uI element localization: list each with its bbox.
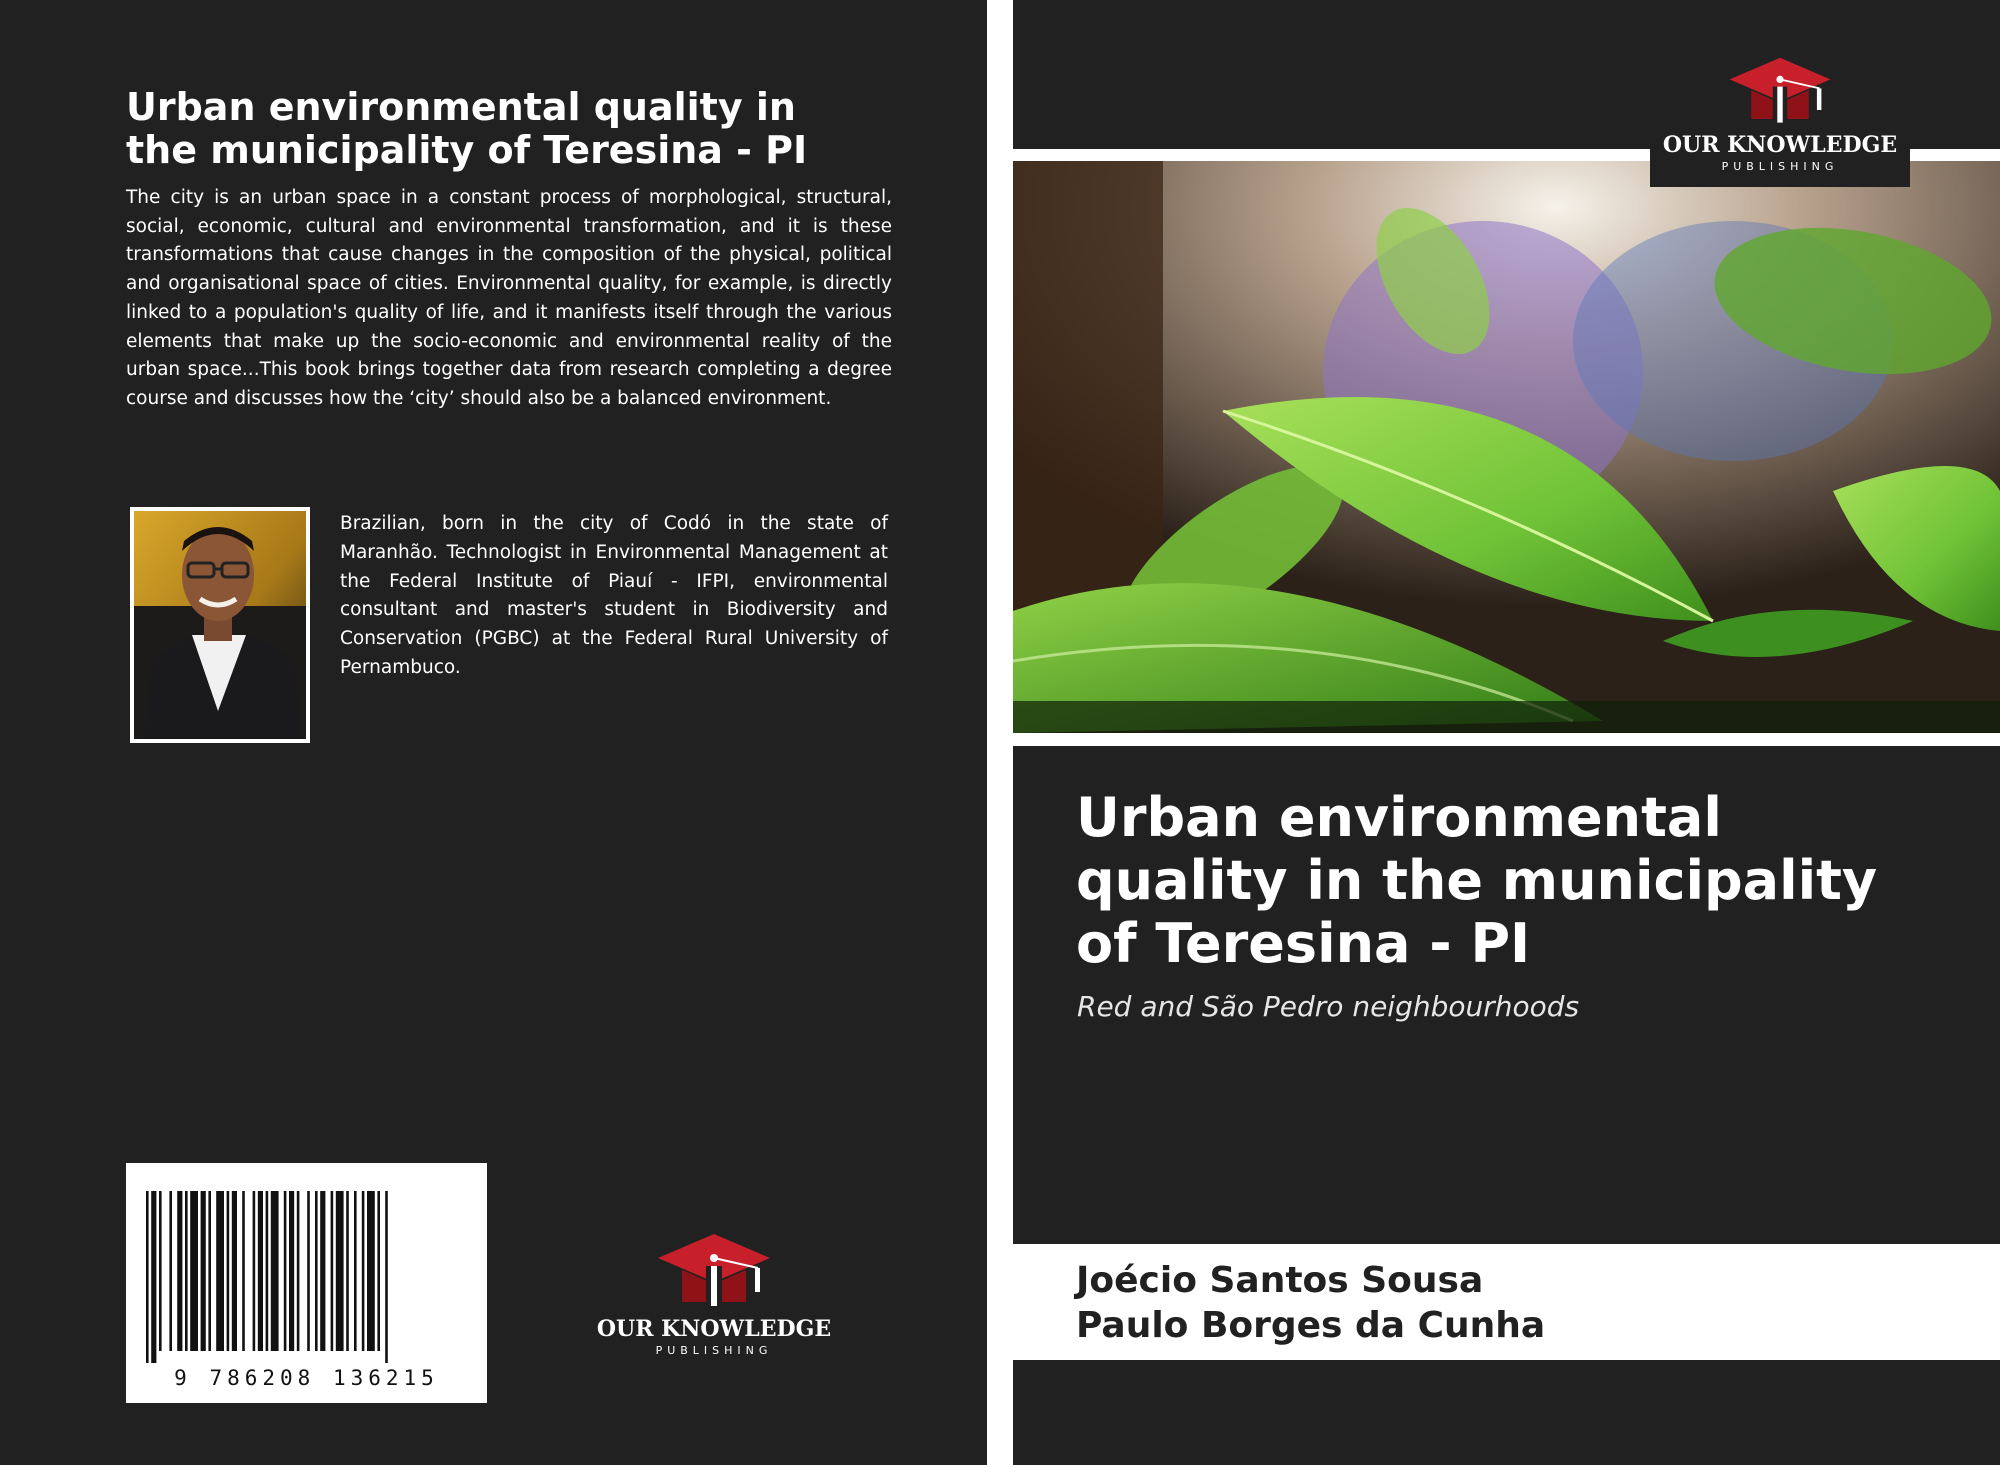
barcode-bar [362,1191,365,1351]
barcode-bar [320,1191,325,1351]
barcode-bar [258,1191,263,1351]
barcode-bars [126,1163,487,1363]
publisher-sub: PUBLISHING [1721,160,1839,173]
publisher-logo-front [1650,40,1910,187]
publisher-sub: PUBLISHING [655,1344,773,1357]
barcode-bar [297,1191,300,1351]
barcode-bar [242,1191,245,1351]
barcode-bar [185,1191,188,1351]
barcode-bar [227,1191,230,1351]
barcode-bar [271,1191,279,1351]
leaves-image [1013,161,2000,733]
barcode-bar [190,1191,198,1351]
barcode-bar [216,1191,224,1351]
barcode-bar [367,1191,375,1351]
leaf-photo [1013,161,2000,733]
barcode-bar [146,1191,149,1363]
author-photo [130,507,310,743]
barcode-bar [315,1191,318,1351]
publisher-logo-front-inner [1650,56,1910,173]
front-bottom-band [1013,1360,2000,1465]
back-cover-title [126,86,906,172]
graduation-cap-icon [1725,56,1835,128]
barcode-bar [385,1191,388,1363]
barcode-bar [346,1191,349,1351]
barcode-bar [284,1191,287,1351]
barcode-bar [177,1191,182,1351]
author-portrait-image [134,511,306,739]
barcode-bar [169,1191,172,1351]
barcode-bar [232,1191,237,1351]
barcode-bar [201,1191,206,1351]
barcode-bar [354,1191,357,1351]
barcode-bar [151,1191,156,1363]
publisher-name: OUR KNOWLEDGE [1662,132,1898,158]
front-title-line-2: quality in the municipality [1076,849,1878,912]
barcode-bar [336,1191,344,1351]
author-name-1: Joécio Santos Sousa [1076,1260,1484,1301]
front-cover-subtitle: Red and São Pedro neighbourhoods [1077,990,1580,1023]
publisher-name: OUR KNOWLEDGE [596,1316,832,1342]
front-cover-title [1076,786,1976,975]
barcode-bar [307,1191,310,1351]
publisher-logo-back [596,1232,832,1357]
author-name-2: Paulo Borges da Cunha [1076,1305,1546,1346]
barcode-bar [289,1191,294,1351]
barcode-bar [159,1191,162,1351]
barcode [126,1163,487,1403]
back-cover [0,0,987,1465]
book-blurb: The city is an urban space in a constant process of morphological, structural, social, economic, cultural and environmental transformation, and it is these transformations that cause changes in the composition of the physical, political and organisational space of cities. Environmental quality, for example, is directly linked to a population's quality of life, and it manifests itself through the various elements that make up the socio-economic and environmental reality of the urban space...This book brings together data from research completing a degree course and discusses how the ‘city’ should also be a balanced environment. [126,187,892,409]
barcode-bar [208,1191,211,1351]
barcode-bar [253,1191,256,1351]
author-bio: Brazilian, born in the city of Codó in the state of Maranhão. Technologist in Environmental Management at the Federal Institute of Piauí - IFPI, environmental consultant and master's student in Biodiversity and Conservation (PGBC) at the Federal Rural University of Pernambuco. [340,513,888,678]
front-title-band [1013,746,2000,1244]
barcode-bar [266,1191,269,1351]
graduation-cap-icon [654,1232,774,1312]
front-title-line-3: of Teresina - PI [1076,912,1531,975]
barcode-bar [377,1191,380,1351]
front-cover [1013,0,2000,1465]
front-cover-authors [1076,1258,1976,1348]
front-title-line-1: Urban environmental [1076,786,1722,849]
back-title-line-1: Urban environmental quality in [126,85,796,129]
barcode-bar [331,1191,334,1351]
isbn-number: 9 786208 136215 [174,1366,439,1390]
back-title-line-2: the municipality of Teresina - PI [126,128,808,172]
